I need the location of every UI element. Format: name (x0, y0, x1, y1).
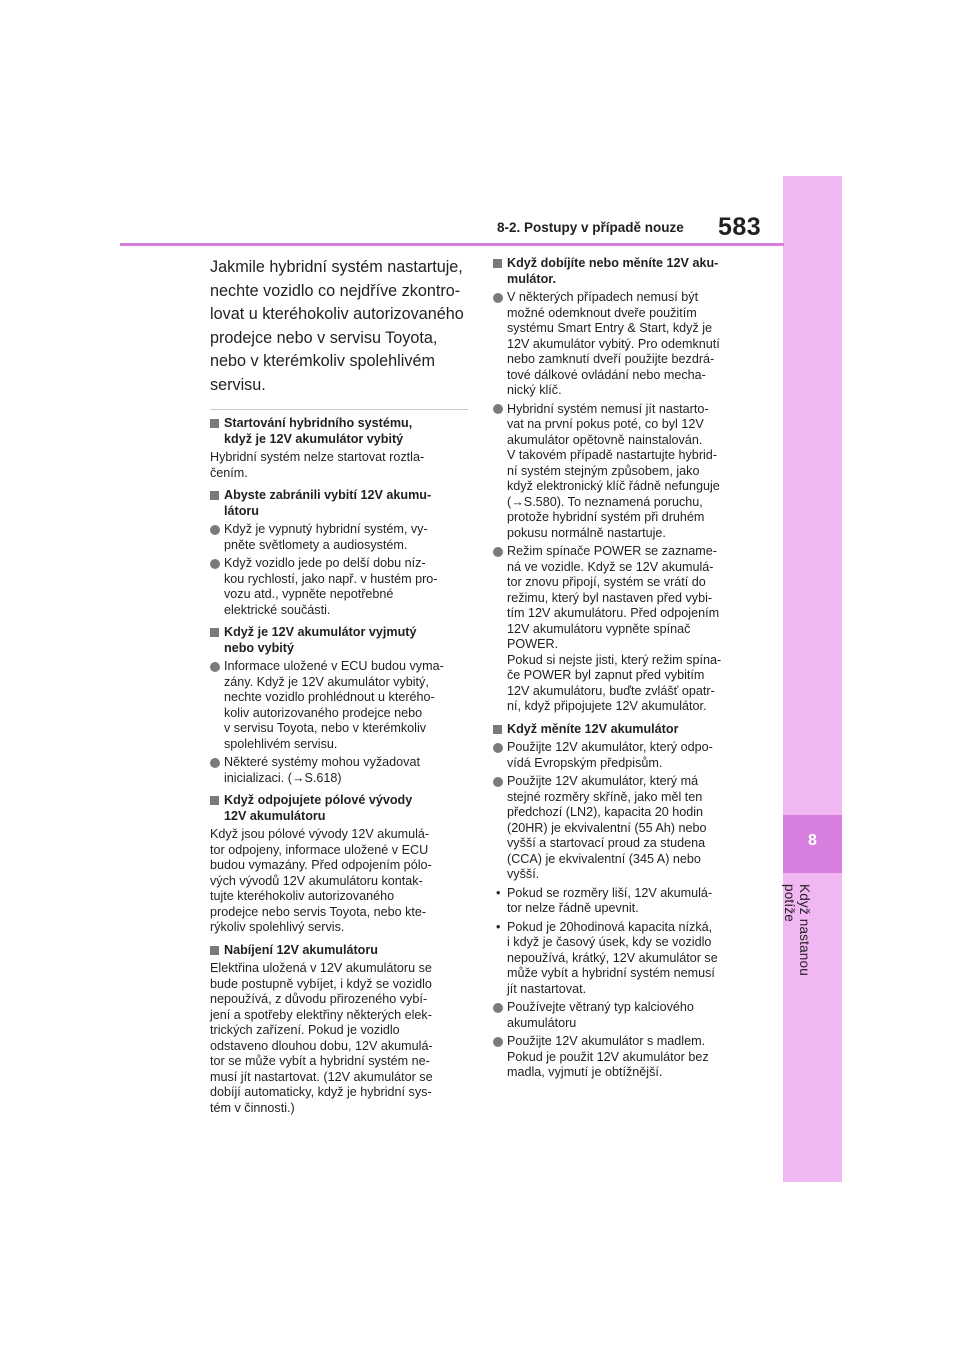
section-heading: Nabíjení 12V akumulátoru (210, 943, 475, 959)
divider (210, 409, 468, 410)
bullet-item: Když vozidlo jede po delší dobu níz- kou rychlostí, jako např. v hustém pro- vozu atd., vypněte nepotřebné elektrické součásti. (210, 556, 475, 618)
left-column (210, 256, 475, 1116)
bullet-item: Když je vypnutý hybridní systém, vy- pněte světlomety a audiosystém. (210, 522, 475, 553)
section-heading: Když měníte 12V akumulátor (493, 722, 763, 738)
bullet-item: Hybridní systém nemusí jít nastarto- vat na první pokus poté, co byl 12V akumulátor opětovně nainstalován. V takovém případě nastartujte hybrid- ní systém stejným způsobem, jako když elektronický klíč řádně nefunguje (→S.580). To neznamená poruchu, protože hybridní systém při druhém pokusu normálně nastartuje. (493, 402, 763, 542)
bullet-item: Použijte 12V akumulátor s madlem. Pokud je použit 12V akumulátor bez madla, vyjmutí je obtížnější. (493, 1034, 763, 1081)
square-bullet-icon (210, 419, 219, 428)
square-bullet-icon (493, 259, 502, 268)
square-bullet-icon (210, 491, 219, 500)
dash-bullet-icon: • (496, 885, 501, 900)
circle-bullet-icon (493, 1003, 503, 1013)
bullet-item: Použijte 12V akumulátor, který odpo- vídá Evropským předpisům. (493, 740, 763, 771)
bullet-item: V některých případech nemusí být možné odemknout dveře použitím systému Smart Entry & Start, když je 12V akumulátor vybitý. Pro odemknutí nebo zamknutí dveří použijte bezdrá- tové dálkové ovládání nebo mecha- nický klíč. (493, 290, 763, 399)
circle-bullet-icon (493, 404, 503, 414)
bullet-item: Používejte větraný typ kalciového akumulátoru (493, 1000, 763, 1031)
circle-bullet-icon (493, 777, 503, 787)
page-number: 583 (718, 213, 762, 241)
section-heading: Startování hybridního systému, když je 12V akumulátor vybitý (210, 416, 475, 447)
dash-item: • Pokud se rozměry liší, 12V akumulá- tor nelze řádně upevnit. (496, 885, 713, 915)
chapter-number: 8 (808, 832, 817, 849)
chapter-label: Když nastanou potíže (782, 884, 812, 976)
square-bullet-icon (210, 946, 219, 955)
bullet-item: Režim spínače POWER se zazname- ná ve vozidle. Když se 12V akumulá- tor znovu připojí, systém se vrátí do režimu, který byl nastaven před vybi- tím 12V akumulátoru. Před odpojením 12V akumulátoru vypněte spínač POWER. Pokud si nejste jisti, který režim spína- če POWER byl zapnut před vybitím 12V akumulátoru, buďte zvlášť opatr- ní, když připojujete 12V akumulátor. (493, 544, 763, 715)
section-title: 8-2. Postupy v případě nouze (497, 220, 684, 235)
header-rule (120, 243, 784, 246)
square-bullet-icon (210, 628, 219, 637)
section-heading: Když odpojujete pólové vývody 12V akumulátoru (210, 793, 475, 824)
dash-bullet-icon: • (496, 919, 501, 934)
circle-bullet-icon (210, 662, 220, 672)
paragraph: Hybridní systém nelze startovat roztla- čením. (210, 450, 425, 480)
section-heading: Když je 12V akumulátor vyjmutý nebo vybitý (210, 625, 475, 656)
dash-item: • Pokud je 20hodinová kapacita nízká, i když je časový úsek, kdy se vozidlo nepoužívá, krátký, 12V akumulátor se může vybít a hybridní systém nemusí jít nastartovat. (496, 919, 718, 996)
circle-bullet-icon (493, 1037, 503, 1047)
square-bullet-icon (493, 725, 502, 734)
right-column (493, 253, 763, 1081)
paragraph: Elektřina uložená v 12V akumulátoru se bude postupně vybíjet, i když se vozidlo nepoužívá, z důvodu přirozeného vybí- jení a spotřeby elektřiny některých elek- trických zařízení. Pokud je vozidlo odstaveno dlouhou dobu, 12V akumulá- tor se může vybít a hybridní systém ne- musí jít nastartovat. (12V akumulátor se dobíjí automaticky, když je hybridní sys- tém v činnosti.) (210, 961, 433, 1115)
intro-paragraph: Jakmile hybridní systém nastartuje, nechte vozidlo co nejdříve zkontro- lovat u kteréhokoliv autorizovaného prodejce nebo v servisu Toyota, nebo v kterémkoliv spolehlivém servisu. (210, 258, 464, 394)
paragraph: Když jsou pólové vývody 12V akumulá- tor odpojeny, informace uložené v ECU budou vymazány. Před odpojením pólo- vých vývodů 12V akumulátoru kontak- tujte kteréhokoliv autorizovaného prodejce nebo servis Toyota, nebo kte- rýkoliv spolehlivý servis. (210, 827, 432, 934)
bullet-item: Informace uložené v ECU budou vyma- zány. Když je 12V akumulátor vybitý, nechte vozidlo prohlédnout u kterého- koliv autorizovaného prodejce nebo v servisu Toyota, nebo v kterémkoliv spolehlivém servisu. (210, 659, 475, 752)
circle-bullet-icon (210, 758, 220, 768)
bullet-item: Některé systémy mohou vyžadovat inicializaci. (→S.618) (210, 755, 475, 786)
square-bullet-icon (210, 796, 219, 805)
circle-bullet-icon (210, 525, 220, 535)
circle-bullet-icon (210, 559, 220, 569)
bullet-item: Použijte 12V akumulátor, který má stejné rozměry skříně, jako měl ten předchozí (LN2), kapacita 20 hodin (20HR) je ekvivalentní (55 Ah) nebo vyšší a startovací proud za studena (CCA) je ekvivalentní (345 A) nebo vyšší. (493, 774, 763, 883)
chapter-tab-strip (783, 176, 842, 1182)
circle-bullet-icon (493, 547, 503, 557)
circle-bullet-icon (493, 743, 503, 753)
circle-bullet-icon (493, 293, 503, 303)
section-heading: Když dobíjíte nebo měníte 12V aku- mulátor. (493, 256, 763, 287)
section-heading: Abyste zabránili vybití 12V akumu- látoru (210, 488, 475, 519)
